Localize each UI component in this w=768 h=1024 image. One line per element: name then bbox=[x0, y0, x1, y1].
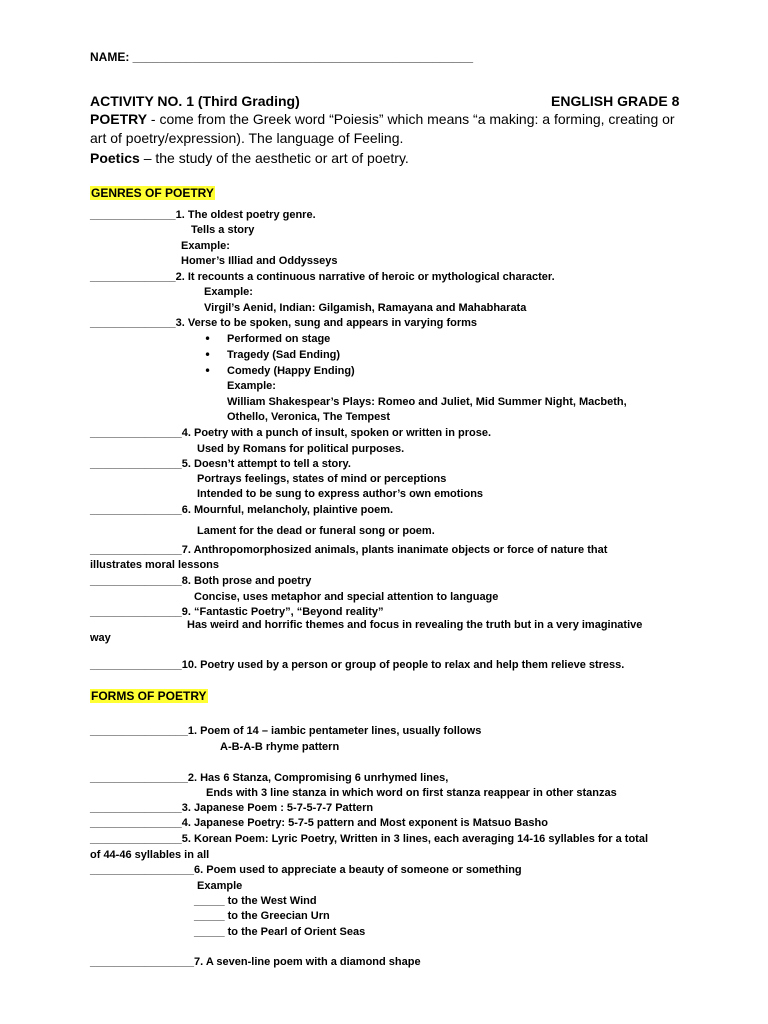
genre-q5-detail-1: Portrays feelings, states of mind or perceptions bbox=[197, 473, 447, 485]
form-q6-item-2: _____ to the Greecian Urn bbox=[194, 910, 330, 922]
genre-q3-bullet-3: Comedy (Happy Ending) bbox=[227, 365, 355, 377]
form-q1-detail: A-B-A-B rhyme pattern bbox=[220, 741, 340, 753]
genre-q6: _______________6. Mournful, melancholy, plaintive poem. bbox=[90, 504, 394, 516]
genre-q3-bullet-1: Performed on stage bbox=[227, 333, 331, 345]
poetics-definition bbox=[90, 150, 409, 166]
form-q6: _________________6. Poem used to appreciate a beauty of someone or something bbox=[90, 864, 522, 876]
poetry-def-line-2: art of poetry/expression). The language of Feeling. bbox=[90, 130, 404, 146]
forms-heading-text: FORMS OF POETRY bbox=[91, 689, 207, 703]
genre-q5-detail-2: Intended to be sung to express author’s own emotions bbox=[197, 488, 484, 500]
genre-q8: _______________8. Both prose and poetry bbox=[90, 575, 312, 587]
genre-q4-detail: Used by Romans for political purposes. bbox=[197, 443, 405, 455]
genre-q5: _______________5. Doesn’t attempt to tell a story. bbox=[90, 458, 351, 470]
activity-title: ACTIVITY NO. 1 (Third Grading) bbox=[90, 93, 300, 109]
form-q6-example-label: Example bbox=[197, 880, 243, 892]
poetics-term: Poetics bbox=[90, 150, 140, 166]
genre-q1-example-label: Example: bbox=[181, 240, 230, 252]
genre-q1: ______________1. The oldest poetry genre. bbox=[90, 209, 316, 221]
bullet-icon: • bbox=[204, 364, 212, 378]
genre-q1-detail: Tells a story bbox=[191, 224, 255, 236]
form-q3: _______________3. Japanese Poem : 5-7-5-7-7 Pattern bbox=[90, 802, 374, 814]
genres-heading-text: GENRES OF POETRY bbox=[91, 186, 214, 200]
grade-label: ENGLISH GRADE 8 bbox=[551, 93, 680, 109]
poetry-term: POETRY bbox=[90, 111, 148, 127]
form-q2-detail: Ends with 3 line stanza in which word on first stanza reappear in other stanzas bbox=[206, 787, 617, 799]
genre-q2-example-label: Example: bbox=[204, 286, 253, 298]
genre-q7-cont: illustrates moral lessons bbox=[90, 559, 219, 571]
genre-q3-example-label-plays: William Shakespear’s Plays: bbox=[227, 396, 375, 408]
genre-q7: _______________7. Anthropomorphosized animals, plants inanimate objects or force of nature that bbox=[90, 544, 608, 556]
form-q6-item-1: _____ to the West Wind bbox=[194, 895, 317, 907]
genre-q8-detail: Concise, uses metaphor and special attention to language bbox=[194, 591, 499, 603]
form-q7: _________________7. A seven-line poem with a diamond shape bbox=[90, 956, 421, 968]
genre-q3: ______________3. Verse to be spoken, sung and appears in varying forms bbox=[90, 317, 478, 329]
genres-heading bbox=[90, 186, 215, 200]
name-line: NAME: ___________________________________________________ bbox=[90, 50, 474, 64]
genre-q4: _______________4. Poetry with a punch of insult, spoken or written in prose. bbox=[90, 427, 492, 439]
genre-q2: ______________2. It recounts a continuous narrative of heroic or mythological character. bbox=[90, 271, 555, 283]
genre-q3-example-label: Example: bbox=[227, 380, 276, 392]
bullet-icon: • bbox=[204, 332, 212, 346]
form-q5: _______________5. Korean Poem: Lyric Poetry, Written in 3 lines, each averaging 14-16 syllables for a total bbox=[90, 833, 649, 845]
bullet-icon: • bbox=[204, 348, 212, 362]
genre-q3-example bbox=[227, 396, 627, 408]
poetry-def-line-1: - come from the Greek word “Poiesis” which means “a making: a forming, creating or bbox=[147, 111, 675, 127]
genre-q3-example-cont: Othello, Veronica, The Tempest bbox=[227, 411, 391, 423]
genre-q3-bullet-2: Tragedy (Sad Ending) bbox=[227, 349, 341, 361]
genre-q1-example: Homer’s Illiad and Oddysseys bbox=[181, 255, 338, 267]
genre-q2-example: Virgil’s Aenid, Indian: Gilgamish, Ramayana and Mahabharata bbox=[204, 302, 527, 314]
genre-q9-detail: Has weird and horrific themes and focus in revealing the truth but in a very imaginative bbox=[187, 619, 643, 631]
genre-q9-cont: way bbox=[90, 632, 111, 644]
genre-q10: _______________10. Poetry used by a person or group of people to relax and help them relieve stress. bbox=[90, 659, 625, 671]
form-q6-item-3: _____ to the Pearl of Orient Seas bbox=[194, 926, 366, 938]
form-q5-cont: of 44-46 syllables in all bbox=[90, 849, 210, 861]
poetics-def: – the study of the aesthetic or art of poetry. bbox=[139, 150, 409, 166]
poetry-definition bbox=[90, 111, 675, 127]
genre-q9: _______________9. “Fantastic Poetry”, “Beyond reality” bbox=[90, 606, 384, 618]
form-q4: _______________4. Japanese Poetry: 5-7-5 pattern and Most exponent is Matsuo Basho bbox=[90, 817, 548, 829]
genre-q6-detail: Lament for the dead or funeral song or poem. bbox=[197, 525, 435, 537]
form-q2: ________________2. Has 6 Stanza, Compromising 6 unrhymed lines, bbox=[90, 772, 449, 784]
form-q1: ________________1. Poem of 14 – iambic pentameter lines, usually follows bbox=[90, 725, 482, 737]
forms-heading bbox=[90, 689, 208, 703]
genre-q3-example-plays: Romeo and Juliet, Mid Summer Night, Macbeth, bbox=[374, 396, 627, 408]
